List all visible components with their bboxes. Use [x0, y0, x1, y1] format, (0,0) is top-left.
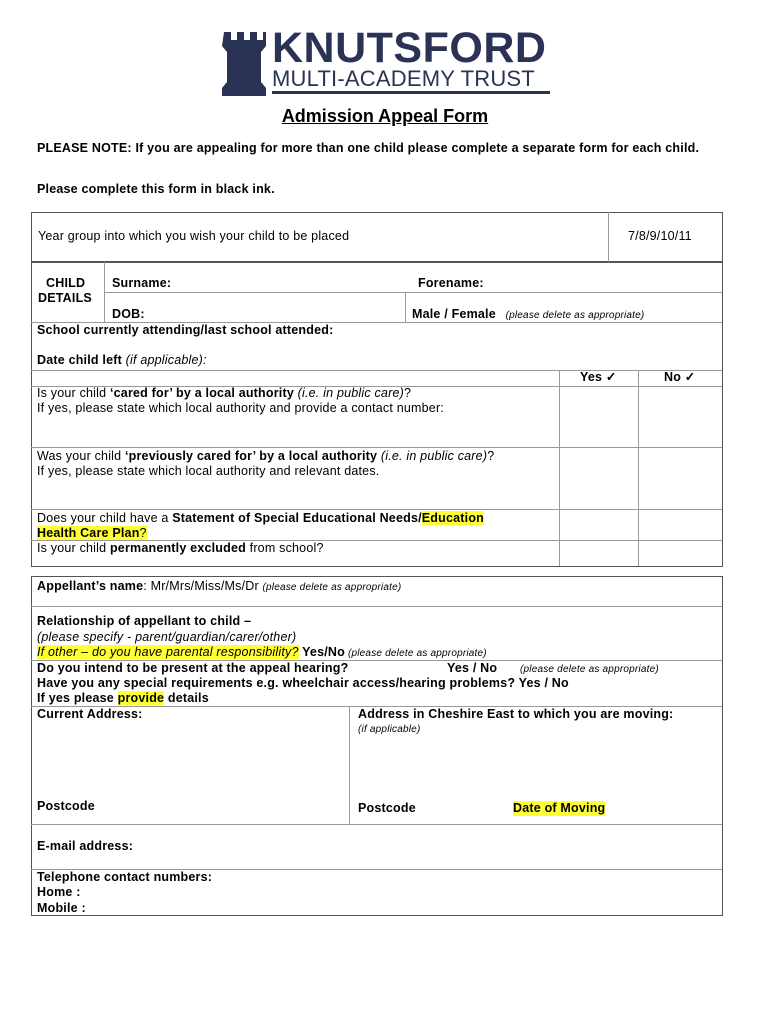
appellant-name-field[interactable]	[37, 579, 401, 595]
date-of-moving-label[interactable]: Date of Moving	[513, 801, 606, 815]
no-column-header: No ✓	[664, 370, 696, 384]
parental-responsibility-text: If other – do you have parental responsibility?	[37, 645, 299, 659]
parental-responsibility-options: Yes/No	[298, 645, 345, 659]
new-address-hint: (if applicable)	[358, 724, 421, 735]
question-cared-for-sub: If yes, please state which local authority and provide a contact number:	[37, 401, 444, 415]
ink-note: Please complete this form in black ink.	[37, 182, 275, 196]
form-title: Admission Appeal Form	[281, 106, 489, 126]
home-phone-label[interactable]: Home :	[37, 885, 81, 899]
question-sen	[37, 511, 484, 526]
attend-hearing-question: Do you intend to be present at the appeal hearing?	[37, 661, 349, 675]
q1-text: Is your child	[37, 386, 110, 400]
please-note: PLEASE NOTE: If you are appealing for more than one child please complete a separate form for each child.	[37, 141, 700, 155]
question-excluded	[37, 541, 324, 556]
special-requirements-question[interactable]: Have you any special requirements e.g. wheelchair access/hearing problems? Yes / No	[37, 676, 569, 690]
appellant-title-options: : Mr/Mrs/Miss/Ms/Dr	[143, 579, 263, 593]
yes-column-header: Yes ✓	[580, 370, 617, 384]
surname-label[interactable]: Surname:	[112, 276, 172, 290]
divider	[559, 370, 560, 566]
logo-name: KNUTSFORD	[272, 24, 547, 72]
q3-highlight: Education	[421, 511, 484, 525]
q2-text: Was your child	[37, 449, 125, 463]
logo-subtitle: MULTI-ACADEMY TRUST	[272, 66, 535, 91]
q1-italic: (i.e. in public care)	[293, 386, 404, 400]
divider	[31, 370, 722, 371]
current-address-label[interactable]: Current Address:	[37, 707, 143, 721]
divider	[31, 509, 722, 510]
postcode-label[interactable]: Postcode	[37, 799, 95, 813]
school-label[interactable]: School currently attending/last school attended:	[37, 323, 334, 337]
divider	[405, 292, 406, 322]
divider	[608, 212, 609, 262]
trust-logo	[222, 24, 550, 96]
year-group-value[interactable]: 7/8/9/10/11	[628, 229, 692, 243]
q1-end: ?	[403, 386, 412, 400]
email-label[interactable]: E-mail address:	[37, 839, 134, 853]
details-text: If yes please	[37, 691, 118, 705]
postcode-new-label[interactable]: Postcode	[358, 801, 416, 815]
parental-responsibility-hint: (please delete as appropriate)	[344, 648, 487, 659]
q2-italic: (i.e. in public care)	[377, 449, 488, 463]
q3-end: ?	[139, 526, 147, 540]
q2-end: ?	[487, 449, 495, 463]
gender-field[interactable]	[412, 307, 644, 323]
q4-text: Is your child	[37, 541, 110, 555]
question-previously-cared-sub: If yes, please state which local authority and relevant dates.	[37, 464, 380, 478]
child-section-label-1: CHILD	[46, 276, 86, 290]
attend-hearing-hint: (please delete as appropriate)	[520, 664, 659, 675]
new-address-label[interactable]: Address in Cheshire East to which you are moving:	[358, 707, 674, 721]
castle-icon	[222, 30, 268, 96]
q1-bold: ‘cared for’ by a local authority	[109, 386, 294, 400]
divider	[31, 606, 722, 607]
date-left-hint: (if applicable):	[125, 353, 207, 367]
question-cared-for	[37, 386, 411, 401]
divider	[104, 292, 722, 293]
question-previously-cared	[37, 449, 494, 464]
forename-label[interactable]: Forename:	[418, 276, 484, 290]
dob-label[interactable]: DOB:	[112, 307, 145, 321]
details-highlight: provide	[117, 691, 165, 705]
date-left-label: Date child left	[37, 353, 122, 367]
gender-options: Male / Female	[412, 307, 496, 321]
divider	[31, 447, 722, 448]
mobile-phone-label[interactable]: Mobile :	[37, 901, 86, 915]
q3-text: Does your child have a	[37, 511, 173, 525]
attend-hearing-options[interactable]: Yes / No	[447, 661, 498, 675]
q4-bold: permanently excluded	[109, 541, 246, 555]
details-end: details	[164, 691, 209, 705]
divider	[349, 706, 350, 824]
appellant-name-hint: (please delete as appropriate)	[262, 582, 402, 593]
q2-bold: ‘previously cared for’ by a local authority	[124, 449, 378, 463]
relationship-label[interactable]: Relationship of appellant to child –	[37, 614, 252, 628]
relationship-hint: (please specify - parent/guardian/carer/other)	[37, 630, 297, 644]
q3-bold: Statement of Special Educational Needs/	[172, 511, 422, 525]
divider	[638, 370, 639, 566]
provide-details	[37, 691, 209, 706]
q4-end: from school?	[245, 541, 324, 555]
telephone-label: Telephone contact numbers:	[37, 870, 213, 884]
question-sen-line2	[37, 526, 147, 541]
appellant-name-label: Appellant’s name	[37, 579, 144, 593]
divider	[31, 824, 722, 825]
logo-rule	[272, 91, 550, 94]
gender-hint: (please delete as appropriate)	[505, 310, 645, 321]
date-left-field[interactable]	[37, 353, 207, 368]
year-group-label: Year group into which you wish your child to be placed	[38, 229, 350, 243]
q3-highlight-2: Health Care Plan	[37, 526, 140, 540]
child-section-label-2: DETAILS	[38, 291, 92, 305]
parental-responsibility-question[interactable]	[37, 645, 487, 661]
